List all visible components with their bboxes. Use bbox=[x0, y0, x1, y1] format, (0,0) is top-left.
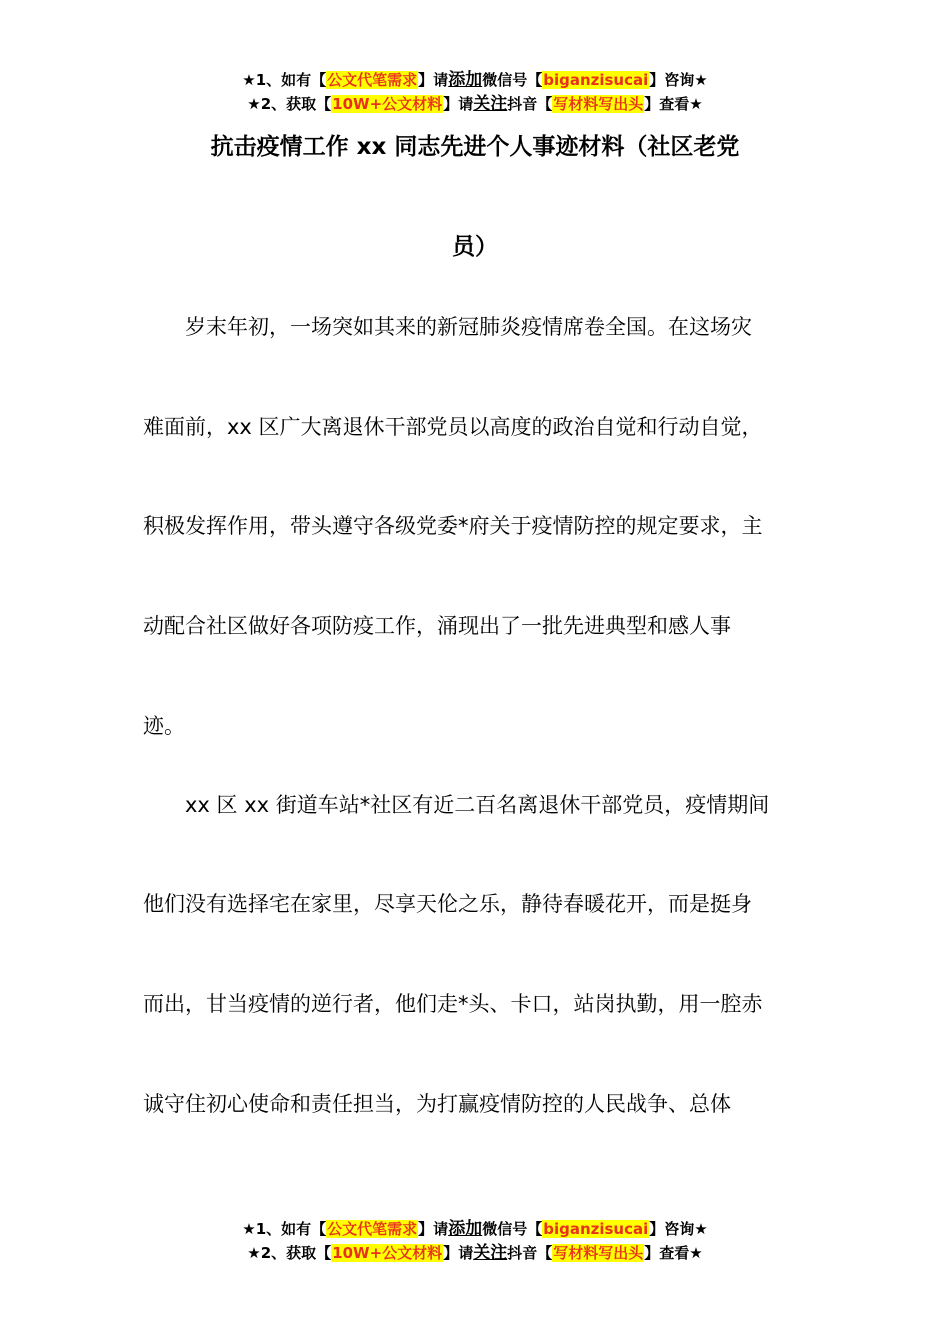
banner-line-2 bbox=[0, 92, 950, 116]
star-icon: ★ bbox=[689, 95, 703, 113]
banner-text: 抖音【 bbox=[507, 95, 553, 113]
star-icon: ★ bbox=[247, 95, 261, 113]
highlight-douyin: 写材料写出头 bbox=[553, 1244, 644, 1262]
star-icon: ★ bbox=[242, 71, 256, 89]
star-icon: ★ bbox=[689, 1244, 703, 1262]
banner-line-1 bbox=[0, 1217, 950, 1241]
banner-text: 】请 bbox=[443, 95, 474, 113]
banner-text: 】请 bbox=[418, 1220, 449, 1238]
highlight-materials: 10W+公文材料 bbox=[332, 95, 443, 113]
banner-text: 微信号【 bbox=[482, 71, 543, 89]
banner-text: 】查看 bbox=[644, 1244, 690, 1262]
star-icon: ★ bbox=[694, 1220, 708, 1238]
document-title-line-2: 员） bbox=[452, 234, 498, 260]
body-line: 诚守住初心使命和责任担当，为打赢疫情防控的人民战争、总体 bbox=[143, 1092, 731, 1116]
banner-text: 2、获取【 bbox=[260, 1244, 332, 1262]
banner-text: 】请 bbox=[418, 71, 449, 89]
banner-text: 】请 bbox=[443, 1244, 474, 1262]
underlined-text: 添加 bbox=[448, 70, 483, 90]
body-line: 动配合社区做好各项防疫工作，涌现出了一批先进典型和感人事 bbox=[143, 614, 731, 638]
body-line: 岁末年初，一场突如其来的新冠肺炎疫情席卷全国。在这场灾 bbox=[143, 315, 752, 339]
banner-text: 】查看 bbox=[644, 95, 690, 113]
underlined-text: 关注 bbox=[473, 94, 508, 114]
banner-line-2 bbox=[0, 1241, 950, 1265]
banner-text: 1、如有【 bbox=[255, 71, 327, 89]
banner-line-1 bbox=[0, 68, 950, 92]
banner-text: 1、如有【 bbox=[255, 1220, 327, 1238]
highlight-service: 公文代笔需求 bbox=[327, 71, 418, 89]
document-title-line-1: 抗击疫情工作 xx 同志先进个人事迹材料（社区老党 bbox=[210, 134, 740, 160]
banner-text: 】咨询 bbox=[649, 71, 695, 89]
body-line: 积极发挥作用，带头遵守各级党委*府关于疫情防控的规定要求，主 bbox=[143, 514, 763, 538]
banner-text: 】咨询 bbox=[649, 1220, 695, 1238]
star-icon: ★ bbox=[247, 1244, 261, 1262]
underlined-text: 关注 bbox=[473, 1243, 508, 1263]
header-banner bbox=[0, 68, 950, 116]
footer-banner bbox=[0, 1217, 950, 1265]
banner-text: 2、获取【 bbox=[260, 95, 332, 113]
body-line: 而出，甘当疫情的逆行者，他们走*头、卡口，站岗执勤，用一腔赤 bbox=[143, 992, 763, 1016]
highlight-wechat-id: biganzisucai bbox=[543, 1220, 649, 1238]
body-line: 他们没有选择宅在家里，尽享天伦之乐，静待春暖花开，而是挺身 bbox=[143, 892, 752, 916]
highlight-wechat-id: biganzisucai bbox=[543, 71, 649, 89]
body-line: 迹。 bbox=[143, 714, 185, 738]
highlight-materials: 10W+公文材料 bbox=[332, 1244, 443, 1262]
banner-text: 微信号【 bbox=[482, 1220, 543, 1238]
body-line: 难面前，xx 区广大离退休干部党员以高度的政治自觉和行动自觉， bbox=[143, 415, 763, 439]
highlight-service: 公文代笔需求 bbox=[327, 1220, 418, 1238]
star-icon: ★ bbox=[242, 1220, 256, 1238]
banner-text: 抖音【 bbox=[507, 1244, 553, 1262]
body-line: xx 区 xx 街道车站*社区有近二百名离退休干部党员，疫情期间 bbox=[143, 793, 770, 817]
underlined-text: 添加 bbox=[448, 1219, 483, 1239]
highlight-douyin: 写材料写出头 bbox=[553, 95, 644, 113]
star-icon: ★ bbox=[694, 71, 708, 89]
